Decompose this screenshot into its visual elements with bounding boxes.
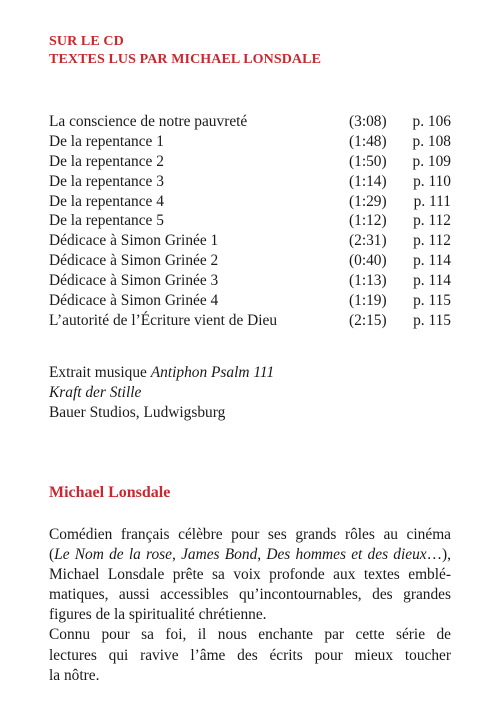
track-duration: (1:13)	[349, 272, 387, 290]
bio-line: Connu pour sa foi, il nous enchante par cette série de	[49, 626, 451, 644]
track-row	[49, 112, 451, 132]
track-row	[49, 152, 451, 172]
track-duration: (1:48)	[349, 132, 387, 150]
bio-line: figures de la spiritualité chrétienne.	[49, 606, 267, 624]
track-row	[49, 311, 451, 331]
track-page: p. 112	[413, 232, 451, 250]
track-page: p. 114	[413, 252, 451, 270]
music-prefix: Extrait musique	[49, 364, 151, 381]
track-title: Dédicace à Simon Grinée 1	[49, 232, 219, 250]
bio-title: Michael Lonsdale	[49, 484, 171, 501]
track-page: p. 108	[412, 132, 451, 150]
track-title: De la repentance 1	[49, 132, 164, 150]
track-page: p. 112	[413, 212, 451, 230]
track-title: L’autorité de l’Écriture vient de Dieu	[49, 311, 278, 329]
music-studio: Bauer Studios, Ludwigsburg	[49, 404, 226, 421]
bio-line: matiques, aussi accessibles qu’incontournables, des grandes	[49, 586, 451, 604]
track-row	[49, 291, 451, 311]
bio-line: Comédien français célèbre pour ses grands rôles au cinéma	[49, 526, 451, 543]
track-duration: (1:29)	[349, 192, 387, 210]
track-duration: (2:31)	[349, 232, 387, 250]
track-duration: (1:12)	[349, 212, 387, 230]
section-heading-cd: SUR LE CD	[49, 34, 124, 49]
track-page: p. 115	[413, 311, 451, 329]
track-row	[49, 192, 451, 212]
film-title: Des hommes et des dieux	[266, 546, 427, 564]
film-title: Le Nom de la rose	[54, 546, 172, 564]
track-row	[49, 271, 451, 291]
track-page: p. 106	[412, 113, 451, 130]
track-title: De la repentance 5	[49, 212, 164, 230]
bio-paragraph	[49, 525, 451, 686]
music-piece: Antiphon Psalm 111	[150, 364, 275, 381]
track-duration: (0:40)	[349, 252, 387, 270]
film-title: James Bond	[181, 546, 258, 564]
music-excerpt-line	[49, 363, 274, 383]
track-duration: (1:14)	[349, 172, 387, 190]
track-title: Dédicace à Simon Grinée 2	[49, 252, 219, 270]
track-title: Dédicace à Simon Grinée 4	[49, 292, 219, 310]
music-credits	[49, 363, 274, 423]
track-page: p. 114	[413, 272, 451, 290]
track-duration: (1:50)	[349, 152, 387, 170]
bio-line: la nôtre.	[49, 666, 100, 684]
track-duration: (2:15)	[349, 311, 387, 329]
track-duration: (1:19)	[349, 292, 387, 310]
bio-line: lectures qui ravive l’âme des écrits pour mieux toucher	[49, 646, 451, 664]
track-row	[49, 251, 451, 271]
track-row	[49, 172, 451, 192]
bio-line: Michael Lonsdale prête sa voix profonde aux textes emblé-	[49, 566, 451, 584]
track-title: De la repentance 3	[49, 172, 164, 190]
track-title: Dédicace à Simon Grinée 3	[49, 272, 219, 290]
track-title: De la repentance 4	[49, 192, 164, 210]
bio-line-films: (Le Nom de la rose, James Bond, Des hommes et des dieux…),	[49, 546, 452, 564]
track-list	[49, 112, 451, 331]
track-row	[49, 211, 451, 231]
section-heading-readings: TEXTES LUS PAR MICHAEL LONSDALE	[49, 52, 322, 67]
music-album: Kraft der Stille	[49, 384, 142, 401]
track-title: De la repentance 2	[49, 152, 164, 170]
track-row	[49, 132, 451, 152]
track-page: p. 109	[412, 152, 451, 170]
track-title: La conscience de notre pauvreté	[49, 113, 248, 130]
track-page: p. 111	[413, 192, 451, 210]
track-page: p. 110	[413, 172, 451, 190]
track-page: p. 115	[413, 292, 451, 310]
track-duration: (3:08)	[349, 113, 387, 130]
track-row	[49, 231, 451, 251]
